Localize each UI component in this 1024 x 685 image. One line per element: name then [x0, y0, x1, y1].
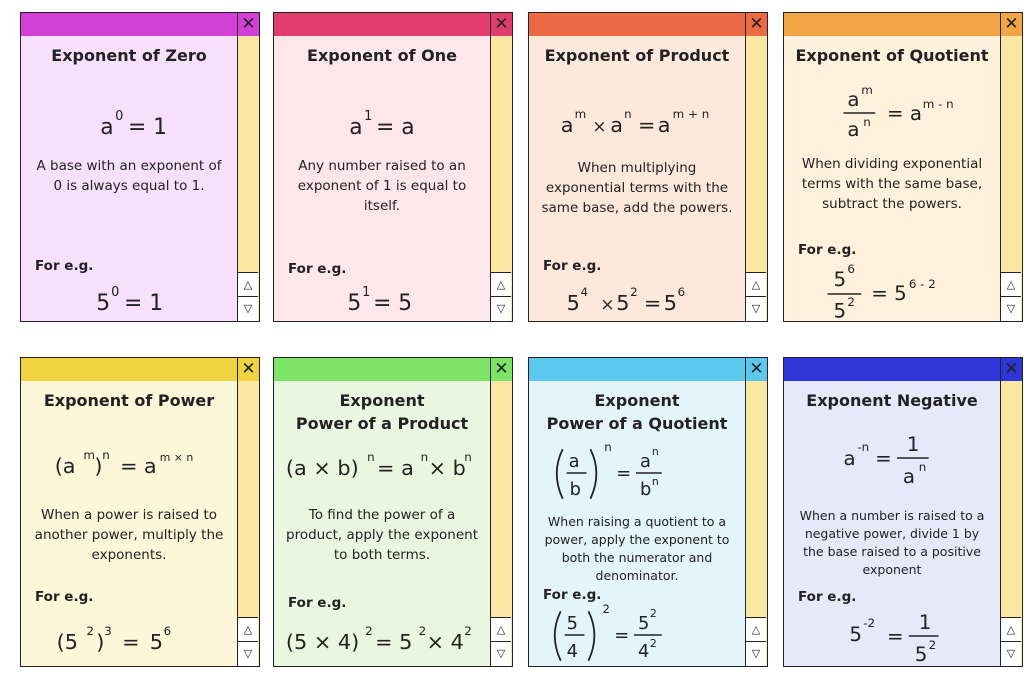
scrollbar[interactable] [490, 381, 512, 666]
svg-text:=: = [614, 624, 630, 646]
svg-text:2: 2 [649, 607, 657, 621]
svg-text:5: 5 [616, 290, 630, 315]
close-icon[interactable]: ✕ [745, 358, 767, 381]
svg-text:6: 6 [163, 624, 172, 639]
scroll-down-icon[interactable]: ▽ [491, 296, 511, 321]
scroll-down-icon[interactable]: ▽ [1001, 296, 1021, 321]
svg-text:4: 4 [580, 285, 589, 300]
svg-text:n: n [420, 450, 429, 465]
svg-text:1: 1 [362, 285, 371, 301]
svg-text:): ) [94, 453, 103, 478]
svg-text:(5: (5 [56, 629, 79, 654]
svg-text:=: = [875, 446, 892, 470]
svg-text:a: a [639, 451, 651, 473]
rule-description: When multiplying exponential terms with the same base, add the powers. [541, 160, 733, 216]
rule-formula [274, 96, 490, 146]
svg-text:× 4: × 4 [426, 629, 464, 654]
svg-text:5: 5 [663, 290, 677, 315]
svg-text:m - n: m - n [922, 97, 954, 112]
example-label: For e.g. [798, 589, 857, 605]
svg-text:=: = [637, 112, 656, 137]
scroll-up-icon[interactable]: △ [746, 272, 766, 297]
example-formula [529, 276, 745, 322]
svg-text:6: 6 [677, 285, 686, 300]
scrollbar[interactable] [237, 381, 259, 666]
card-exponent-product [528, 12, 768, 322]
svg-text:b: b [639, 478, 652, 500]
card-title: Exponent Power of a Quotient [546, 391, 728, 433]
example-formula [784, 258, 1000, 320]
example-label: For e.g. [35, 258, 94, 274]
close-icon[interactable]: ✕ [237, 13, 259, 36]
svg-text:2: 2 [928, 637, 937, 652]
rule-description: To find the power of a product, apply the exponent to both terms. [286, 507, 478, 563]
svg-text:a: a [100, 114, 114, 140]
svg-text:4: 4 [566, 640, 578, 662]
svg-text:-2: -2 [863, 616, 876, 631]
svg-text:3: 3 [104, 624, 112, 639]
example-formula [529, 603, 745, 667]
svg-text:5: 5 [149, 629, 164, 654]
scroll-up-icon[interactable]: △ [746, 617, 766, 642]
example-label: For e.g. [288, 595, 347, 611]
example-formula [784, 605, 1000, 667]
svg-text:n: n [651, 474, 659, 488]
svg-text:-n: -n [857, 440, 870, 455]
card-power-of-product [273, 357, 513, 667]
svg-text:6 - 2: 6 - 2 [908, 277, 936, 292]
card-content [784, 36, 1000, 321]
card-exponent-negative [783, 357, 1023, 667]
scroll-up-icon[interactable]: △ [1001, 617, 1021, 642]
svg-text:5: 5 [96, 290, 111, 316]
svg-text:2: 2 [86, 624, 94, 639]
svg-text:n: n [918, 459, 927, 474]
card-content [784, 381, 1000, 666]
card-content [274, 381, 490, 666]
svg-text:= 1: = 1 [128, 114, 168, 140]
svg-text:5: 5 [849, 622, 863, 646]
svg-text:×: × [592, 115, 607, 136]
svg-text:× b: × b [428, 455, 466, 480]
scrollbar[interactable] [745, 381, 767, 666]
scroll-down-icon[interactable]: ▽ [491, 641, 511, 666]
svg-text:n: n [464, 450, 472, 465]
svg-text:2: 2 [602, 602, 610, 617]
rule-description: When a power is raised to another power, multiply the exponents. [34, 507, 224, 563]
example-label: For e.g. [288, 261, 347, 277]
svg-text:): ) [96, 629, 105, 654]
close-icon[interactable]: ✕ [490, 13, 512, 36]
example-formula [21, 613, 237, 663]
svg-text:= 5: = 5 [375, 629, 413, 654]
scroll-down-icon[interactable]: ▽ [238, 641, 258, 666]
svg-text:=: = [122, 629, 140, 654]
card-content [21, 381, 237, 666]
rule-description: When dividing exponential terms with the same base, subtract the powers. [801, 156, 983, 212]
svg-text:5: 5 [914, 642, 928, 666]
title-bar [529, 358, 767, 382]
svg-text:(a × b): (a × b) [285, 455, 359, 480]
card-title: Exponent of Zero [51, 46, 207, 65]
svg-text:= a: = a [376, 114, 415, 140]
title-bar [21, 358, 259, 382]
svg-text:=: = [887, 624, 904, 648]
svg-text:a: a [568, 451, 580, 473]
svg-text:5: 5 [566, 613, 578, 635]
rule-formula [529, 441, 745, 505]
scroll-up-icon[interactable]: △ [491, 272, 511, 297]
rule-formula [21, 437, 237, 487]
svg-text:2: 2 [649, 636, 657, 650]
svg-text:n: n [367, 450, 375, 465]
scrollbar[interactable] [490, 36, 512, 321]
svg-text:a: a [610, 112, 623, 137]
svg-text:a: a [847, 88, 860, 112]
scroll-down-icon[interactable]: ▽ [1001, 641, 1021, 666]
example-label: For e.g. [543, 587, 602, 603]
svg-text:a: a [902, 464, 916, 488]
card-exponent-one [273, 12, 513, 322]
title-bar [274, 358, 512, 382]
svg-text:5: 5 [347, 290, 362, 316]
card-title: Exponent Power of a Product [295, 391, 469, 433]
svg-text:a: a [847, 117, 860, 141]
svg-text:= 5: = 5 [871, 281, 907, 305]
svg-text:=: = [616, 462, 632, 484]
svg-text:2: 2 [847, 294, 855, 309]
close-icon[interactable]: ✕ [745, 13, 767, 36]
example-label: For e.g. [543, 258, 602, 274]
svg-text:a: a [143, 453, 157, 478]
svg-text:5: 5 [833, 268, 847, 292]
title-bar [784, 358, 1022, 382]
svg-text:0: 0 [115, 109, 124, 125]
svg-text:5: 5 [833, 299, 847, 322]
svg-text:m: m [83, 448, 96, 463]
rule-formula [784, 80, 1000, 142]
scrollbar[interactable] [745, 36, 767, 321]
svg-text:= 1: = 1 [124, 290, 164, 316]
rule-description: When a number is raised to a negative power, divide 1 by the base raised to a positive exponent [799, 508, 985, 577]
svg-text:a: a [349, 114, 363, 140]
rule-formula [274, 439, 490, 489]
title-bar [21, 13, 259, 37]
rule-formula [784, 427, 1000, 489]
scroll-down-icon[interactable]: ▽ [746, 296, 766, 321]
svg-text:2: 2 [464, 624, 472, 639]
title-bar [274, 13, 512, 37]
card-content [274, 36, 490, 321]
svg-text:= 5: = 5 [373, 290, 413, 316]
svg-text:5: 5 [637, 613, 650, 635]
svg-text:m + n: m + n [672, 107, 710, 122]
card-title: Exponent of Power [43, 391, 215, 410]
svg-text:2: 2 [630, 285, 638, 300]
card-content [21, 36, 237, 321]
scroll-down-icon[interactable]: ▽ [238, 296, 258, 321]
scroll-up-icon[interactable]: △ [238, 272, 258, 297]
close-icon[interactable]: ✕ [490, 358, 512, 381]
card-power-of-quotient [528, 357, 768, 667]
card-title: Exponent of One [307, 46, 457, 65]
close-icon[interactable]: ✕ [1000, 13, 1022, 36]
svg-text:2: 2 [365, 624, 373, 639]
svg-text:m × n: m × n [159, 451, 194, 465]
card-title: Exponent Negative [806, 391, 978, 410]
svg-text:4: 4 [637, 640, 650, 662]
svg-text:a: a [657, 112, 671, 137]
svg-text:= a: = a [887, 101, 923, 125]
svg-text:m: m [861, 83, 873, 98]
example-formula [21, 276, 237, 322]
svg-text:n: n [604, 440, 612, 455]
svg-text:b: b [569, 478, 581, 500]
title-bar [529, 13, 767, 37]
svg-text:1: 1 [364, 109, 373, 125]
svg-text:n: n [863, 114, 871, 129]
svg-text:= a: = a [377, 455, 414, 480]
rule-formula [21, 96, 237, 146]
rule-description: Any number raised to an exponent of 1 is equal to itself. [297, 158, 467, 214]
example-label: For e.g. [35, 589, 94, 605]
svg-text:n: n [651, 445, 659, 459]
card-title: Exponent of Quotient [795, 46, 989, 65]
svg-text:5: 5 [566, 290, 580, 315]
close-icon[interactable]: ✕ [237, 358, 259, 381]
card-exponent-zero [20, 12, 260, 322]
example-formula [274, 613, 490, 663]
svg-text:(a: (a [54, 453, 76, 478]
title-bar [784, 13, 1022, 37]
svg-text:a: a [843, 446, 856, 470]
svg-text:n: n [624, 107, 632, 122]
card-content [529, 381, 745, 666]
svg-text:=: = [120, 453, 138, 478]
card-exponent-quotient [783, 12, 1023, 322]
card-content [529, 36, 745, 321]
svg-text:2: 2 [418, 624, 427, 639]
close-icon[interactable]: ✕ [1000, 358, 1022, 381]
svg-text:1: 1 [906, 433, 920, 457]
scroll-up-icon[interactable]: △ [238, 617, 258, 642]
svg-text:=: = [643, 290, 662, 315]
svg-text:0: 0 [111, 285, 120, 301]
scrollbar[interactable] [1000, 36, 1022, 321]
rule-description: When raising a quotient to a power, apply the exponent to both the numerator and denominator. [544, 514, 730, 583]
scroll-up-icon[interactable]: △ [1001, 272, 1021, 297]
scroll-up-icon[interactable]: △ [491, 617, 511, 642]
rule-formula [529, 96, 745, 146]
svg-text:(5 × 4): (5 × 4) [285, 629, 360, 654]
svg-text:×: × [600, 293, 615, 314]
rule-description: A base with an exponent of 0 is always equal to 1. [36, 158, 222, 194]
scrollbar[interactable] [237, 36, 259, 321]
svg-text:6: 6 [847, 262, 855, 277]
example-formula [274, 276, 490, 322]
example-label: For e.g. [798, 242, 857, 258]
svg-text:n: n [102, 448, 110, 463]
svg-text:m: m [574, 107, 587, 122]
scroll-down-icon[interactable]: ▽ [746, 641, 766, 666]
svg-text:1: 1 [918, 611, 932, 635]
card-title: Exponent of Product [544, 46, 730, 65]
svg-text:a: a [560, 112, 574, 137]
card-exponent-power [20, 357, 260, 667]
scrollbar[interactable] [1000, 381, 1022, 666]
